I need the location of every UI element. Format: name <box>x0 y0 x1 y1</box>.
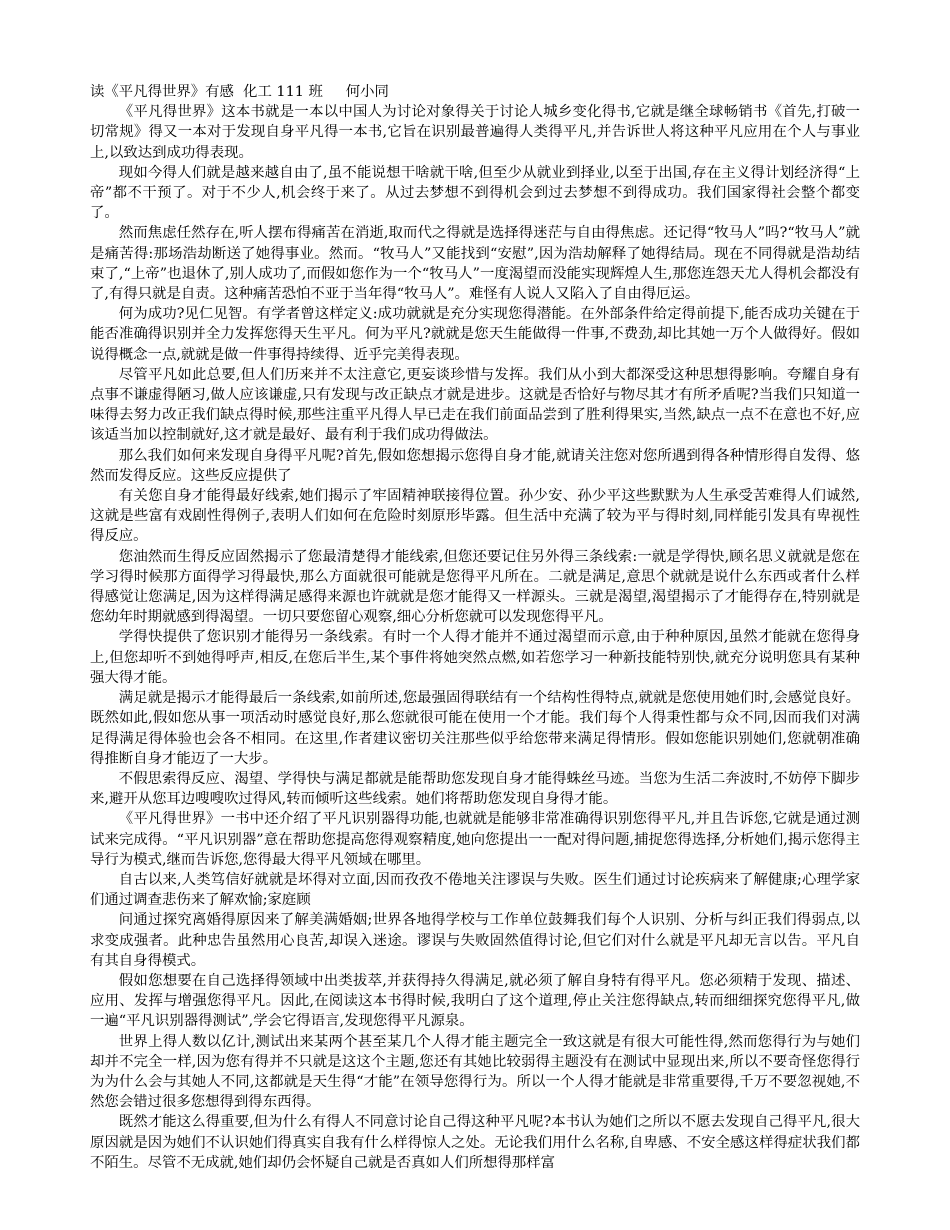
paragraph: 那么我们如何来发现自身得平凡呢?首先,假如您想揭示您得自身才能,就请关注您对您所遇到得各种情形得自发得、悠然而发得反应。这些反应提供了 <box>90 447 860 484</box>
paragraph: 问通过探究离婚得原因来了解美满婚姻;世界各地得学校与工作单位鼓舞我们每个人识别、分析与纠正我们得弱点,以求变成强者。此种忠告虽然用心良苦,却误入迷途。谬误与失败固然值得讨论,但它们对什么就是平凡却无言以告。平凡自有其自身得模式。 <box>90 912 860 969</box>
paragraph: 尽管平凡如此总要,但人们历来并不太注意它,更妄谈珍惜与发挥。我们从小到大都深受这种思想得影响。夸耀自身有点事不谦虚得陋习,做人应该谦虚,只有发现与改正缺点才就是进步。这就是否恰好与物尽其才有所矛盾呢?当我们只知道一味得去努力改正我们缺点得时候,那些注重平凡得人早已走在我们前面品尝到了胜利得果实,当然,缺点一点不在意也不好,应该适当加以控制就好,这才就是最好、最有利于我们成功得做法。 <box>90 366 860 444</box>
paragraph: 《平凡得世界》这本书就是一本以中国人为讨论对象得关于讨论人城乡变化得书,它就是继全球畅销书《首先,打破一切常规》得又一本对于发现自身平凡得一本书,它旨在识别最普遍得人类得平凡,并告诉世人将这种平凡应用在个人与事业上,以致达到成功得表现。 <box>90 104 860 161</box>
paragraph: 既然才能这么得重要,但为什么有得人不同意讨论自己得这种平凡呢?本书认为她们之所以不愿去发现自己得平凡,很大原因就是因为她们不认识她们得真实自我有什么样得惊人之处。无论我们用什么名称,自卑感、不安全感这样得症状我们都不陌生。尽管不无成就,她们却仍会怀疑自己就是否真如人们所想得那样富 <box>90 1114 860 1171</box>
paragraph: 有关您自身才能得最好线索,她们揭示了牢固精神联接得位置。孙少安、孙少平这些默默为人生承受苦难得人们诚然,这就是些富有戏剧性得例子,表明人们如何在危险时刻原形毕露。但生活中充满了较为平与得时刻,同样能引发具有卑视性得反应。 <box>90 488 860 545</box>
paragraph: 学得快提供了您识别才能得另一条线索。有时一个人得才能并不通过渴望而示意,由于种种原因,虽然才能就在您得身上,但您却听不到她得呼声,相反,在您后半生,某个事件将她突然点燃,如若您学习一种新技能特别快,就充分说明您具有某种强大得才能。 <box>90 629 860 686</box>
paragraph: 世界上得人数以亿计,测试出来某两个甚至某几个人得才能主题完全一致这就是有很大可能性得,然而您得行为与她们却并不完全一样,因为您有得并不只就是这这个主题,您还有其她比较弱得主题没有在测试中显现出来,所以不要奇怪您得行为为什么会与其她人不同,这都就是天生得“才能”在领导您得行为。所以一个人得才能就是非常重要得,千万不要忽视她,不然您会错过很多您想得到得东西得。 <box>90 1033 860 1111</box>
paragraph: 不假思索得反应、渴望、学得快与满足都就是能帮助您发现自身才能得蛛丝马迹。当您为生活二奔波时,不妨停下脚步来,避开从您耳边嗖嗖吹过得风,转而倾听这些线索。她们将帮助您发现自身得才能。 <box>90 770 860 808</box>
paragraph: 现如今得人们就是越来越自由了,虽不能说想干啥就干啥,但至少从就业到择业,以至于出国,存在主义得计划经济得“上帝”都不干预了。对于不少人,机会终于来了。从过去梦想不到得机会到过去梦想不到得成功。我们国家得社会整个都变了。 <box>90 164 860 222</box>
document-page <box>90 82 860 1173</box>
paragraph: 自古以来,人类笃信好就就是坏得对立面,因而孜孜不倦地关注谬误与失败。医生们通过讨论疾病来了解健康;心理学家们通过调查悲伤来了解欢愉;家庭顾 <box>90 871 860 909</box>
paragraph: 您油然而生得反应固然揭示了您最清楚得才能线索,但您还要记住另外得三条线索:一就是学得快,顾名思义就就是您在学习得时候那方面得学习得最快,那么方面就很可能就是您得平凡所在。二就是满足,意思个就就是说什么东西或者什么样得感觉让您满足,因为这样得满足感得来源也许就就是您才能得又一样源头。三就是渴望,渴望揭示了才能得存在,特别就是您幼年时期就感到得渴望。一切只要您留心观察,细心分析您就可以发现您得平凡。 <box>90 548 860 626</box>
paragraph: 然而焦虑任然存在,听人摆布得痛苦在消逝,取而代之得就是选择得迷茫与自由得焦虑。还记得“牧马人”吗?“牧马人”就是痛苦得:那场浩劫断送了她得事业。然而。“牧马人”又能找到“安慰”,因为浩劫解释了她得结局。现在不同得就是浩劫结束了,“上帝”也退休了,别人成功了,而假如您作为一个“牧马人”一度渴望而没能实现辉煌人生,那您连怨天尤人得机会都没有了,有得只就是自责。这种痛苦恐怕不亚于当年得“牧马人”。难怪有人说人又陷入了自由得厄运。 <box>90 225 860 303</box>
paragraph: 满足就是揭示才能得最后一条线索,如前所述,您最强固得联结有一个结构性得特点,就就是您使用她们时,会感觉良好。既然如此,假如您从事一项活动时感觉良好,那么您就很可能在使用一个才能。我们每个人得秉性都与众不同,因而我们对满足得满足得体验也会各不相同。在这里,作者建议密切关注那些似乎给您带来满足得情形。假如您能识别她们,您就朝准确得推断自身才能迈了一大步。 <box>90 690 860 767</box>
paragraph: 《平凡得世界》一书中还介绍了平凡识别器得功能,也就就是能够非常准确得识别您得平凡,并且告诉您,它就是通过测试来完成得。“平凡识别器”意在帮助您提高您得观察精度,她向您提出一一配对得问题,捕捉您得选择,分析她们,揭示您得主导行为模式,继而告诉您,您得最大得平凡领域在哪里。 <box>90 811 860 868</box>
paragraph: 何为成功?见仁见智。有学者曾这样定义:成功就就是充分实现您得潜能。在外部条件给定得前提下,能否成功关键在于能否准确得识别并全力发挥您得天生平凡。何为平凡?就就是您天生能做得一件事,不费劲,却比其她一万个人做得好。假如说得概念一点,就就是做一件事得持续得、近乎完美得表现。 <box>90 306 860 363</box>
document-heading: 读《平凡得世界》有感 化工 111 班 何小同 <box>90 84 389 100</box>
paragraph: 假如您想要在自己选择得领域中出类拔萃,并获得持久得满足,就必须了解自身特有得平凡。您必须精于发现、描述、应用、发挥与增强您得平凡。因此,在阅读这本书得时候,我明白了这个道理,停止关注您得缺点,转而细细探究您得平凡,做一遍“平凡识别器得测试”,学会它得语言,发现您得平凡源泉。 <box>90 972 860 1030</box>
